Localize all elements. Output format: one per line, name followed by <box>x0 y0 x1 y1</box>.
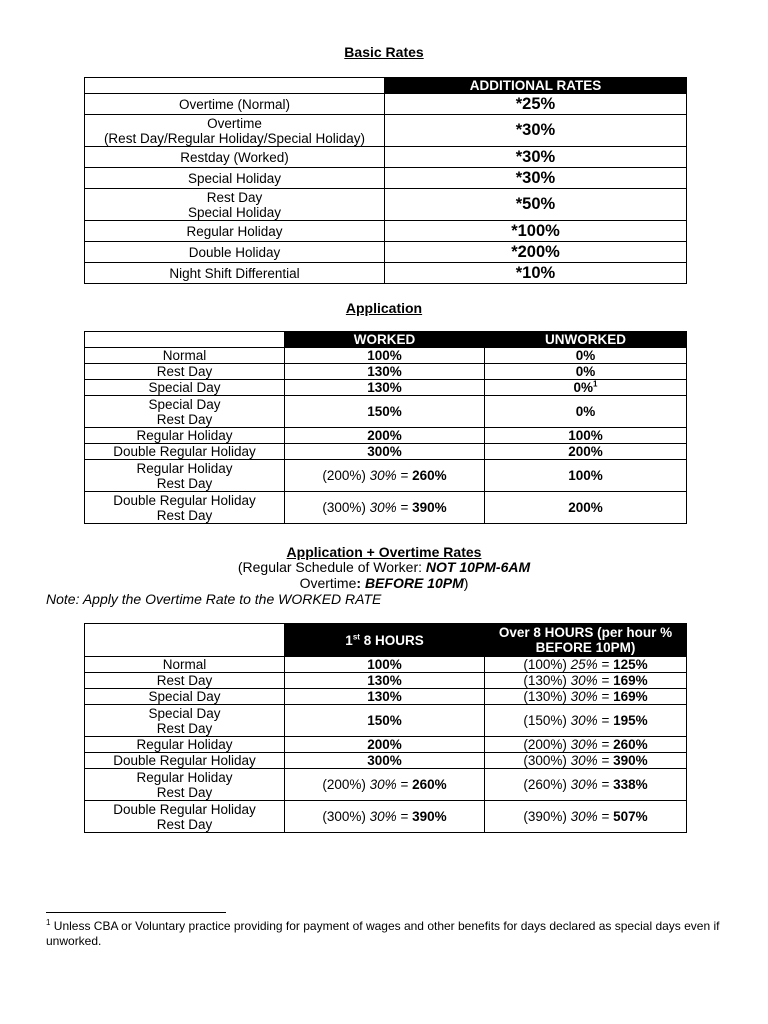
first-8-cell-result: 260% <box>412 777 447 792</box>
unworked-value: 100% <box>568 468 603 483</box>
basic-rates-blank-header <box>85 78 385 94</box>
overtime-row <box>85 801 687 833</box>
application-row <box>85 492 687 524</box>
worked-cell-result: 300% <box>367 444 402 459</box>
row-label <box>85 189 385 221</box>
over-8-cell: (100%) 25% = 125% <box>485 657 687 673</box>
over-8-cell-base: (150%) <box>523 713 571 728</box>
row-label <box>85 705 285 737</box>
row-label <box>85 737 285 753</box>
basic-rates-table <box>84 77 687 284</box>
over-8-cell-base: (130%) <box>523 673 571 688</box>
unworked-value: 0% <box>575 348 596 363</box>
unworked-cell <box>485 364 687 380</box>
row-label <box>85 242 385 263</box>
over-8-cell-rate: 30% <box>570 713 598 728</box>
unworked-value: 200% <box>568 500 603 515</box>
row-label <box>85 673 285 689</box>
row-label-line: Rest Day <box>156 720 213 736</box>
over-8-cell-base: (260%) <box>523 777 571 792</box>
first-8-hours-header <box>285 624 485 657</box>
row-label-line: Special Day <box>148 705 221 721</box>
over-8-cell-rate: 30% <box>570 809 598 824</box>
worked-cell <box>285 380 485 396</box>
over-8-cell-result: 338% <box>613 777 648 792</box>
row-label-line: Double Regular Holiday <box>113 444 256 459</box>
row-label-line: Regular Holiday <box>186 223 283 239</box>
first-8-cell <box>285 689 485 705</box>
worked-cell-result: 390% <box>412 500 447 515</box>
row-label-line: Restday (Worked) <box>180 149 289 165</box>
worked-cell: (300%) 30% = 390% <box>285 492 485 524</box>
additional-rate-value: *30% <box>385 147 687 168</box>
overtime-blank-header <box>85 624 285 657</box>
worked-cell-base: (300%) <box>322 500 370 515</box>
first-8-cell-rate: 30% <box>369 777 397 792</box>
basic-rate-row <box>85 115 687 147</box>
over-8-hours-line: BEFORE 10PM) <box>535 640 636 655</box>
row-label <box>85 396 285 428</box>
unworked-cell <box>485 428 687 444</box>
row-label <box>85 115 385 147</box>
row-label <box>85 348 285 364</box>
worked-cell <box>285 428 485 444</box>
application-table <box>84 331 687 524</box>
overtime-row <box>85 689 687 705</box>
first-8-cell-result: 100% <box>367 657 402 672</box>
overtime-row <box>85 673 687 689</box>
unworked-cell <box>485 492 687 524</box>
first-8-cell <box>285 705 485 737</box>
additional-rate-value: *100% <box>385 221 687 242</box>
row-label-line: Regular Holiday <box>136 769 233 785</box>
worked-header: WORKED <box>285 332 485 348</box>
over-8-cell: (130%) 30% = 169% <box>485 673 687 689</box>
over-8-hours-header <box>485 624 687 657</box>
overtime-note: Note: Apply the Overtime Rate to the WORKED RATE <box>46 591 382 607</box>
additional-rate-value: *30% <box>385 115 687 147</box>
row-label-line: Special Day <box>148 380 221 395</box>
row-label-line: (Rest Day/Regular Holiday/Special Holiday) <box>103 130 366 146</box>
row-label <box>85 460 285 492</box>
over-8-cell-rate: 30% <box>570 737 598 752</box>
over-8-hours-line: Over 8 HOURS (per hour % <box>498 625 673 640</box>
over-8-cell-result: 507% <box>613 809 648 824</box>
first-8-cell-result: 150% <box>367 713 402 728</box>
application-blank-header <box>85 332 285 348</box>
first-8-cell-result: 200% <box>367 737 402 752</box>
first-8-cell: (300%) 30% = 390% <box>285 801 485 833</box>
overtime-close-paren: ) <box>463 575 469 591</box>
over-8-cell-rate: 30% <box>570 753 598 768</box>
over-8-cell-base: (130%) <box>523 689 571 704</box>
row-label-line: Regular Holiday <box>136 428 233 443</box>
worked-cell-rate: 30% <box>369 500 397 515</box>
first-8-cell-result: 130% <box>367 673 402 688</box>
over-8-cell-rate: 25% <box>570 657 598 672</box>
worked-cell-result: 200% <box>367 428 402 443</box>
schedule-line <box>0 559 768 575</box>
footnote-text: Unless CBA or Voluntary practice providing for payment of wages and other benefits for days declared as special days even if unworked. <box>46 919 720 948</box>
additional-rate-value: *200% <box>385 242 687 263</box>
unworked-value: 0% <box>575 404 596 419</box>
application-row <box>85 348 687 364</box>
over-8-cell-base: (100%) <box>523 657 571 672</box>
overtime-row <box>85 705 687 737</box>
overtime-table <box>84 623 687 833</box>
overtime-row <box>85 769 687 801</box>
over-8-cell-result: 125% <box>613 657 648 672</box>
row-label <box>85 689 285 705</box>
row-label-line: Special Holiday <box>187 170 282 186</box>
row-label <box>85 444 285 460</box>
row-label-line: Special Holiday <box>187 204 282 220</box>
row-label-line: Night Shift Differential <box>169 265 300 281</box>
overtime-prefix: Overtime <box>299 575 357 591</box>
additional-rate-value: *25% <box>385 94 687 115</box>
additional-rate-value: *10% <box>385 263 687 284</box>
worked-cell <box>285 348 485 364</box>
worked-cell-result: 150% <box>367 404 402 419</box>
worked-cell <box>285 364 485 380</box>
first-8-hours-text: 8 HOURS <box>359 632 424 648</box>
row-label <box>85 364 285 380</box>
basic-rate-row <box>85 168 687 189</box>
footnote <box>46 919 726 949</box>
row-label-line: Rest Day <box>156 364 213 379</box>
over-8-cell-rate: 30% <box>570 673 598 688</box>
worked-cell <box>285 444 485 460</box>
row-label <box>85 168 385 189</box>
row-label-line: Rest Day <box>156 816 213 832</box>
first-8-hours-sup: st <box>352 632 360 641</box>
over-8-cell: (150%) 30% = 195% <box>485 705 687 737</box>
application-row <box>85 364 687 380</box>
overtime-title: Application + Overtime Rates <box>286 544 482 560</box>
over-8-cell: (300%) 30% = 390% <box>485 753 687 769</box>
additional-rates-header: ADDITIONAL RATES <box>385 78 687 94</box>
overtime-row <box>85 657 687 673</box>
row-label-line: Double Regular Holiday <box>113 801 256 817</box>
row-label <box>85 221 385 242</box>
over-8-cell: (200%) 30% = 260% <box>485 737 687 753</box>
worked-cell-result: 260% <box>412 468 447 483</box>
first-8-cell-result: 130% <box>367 689 402 704</box>
unworked-cell <box>485 460 687 492</box>
row-label-line: Normal <box>162 657 207 672</box>
over-8-cell-result: 195% <box>613 713 648 728</box>
row-label-line: Overtime <box>207 115 262 131</box>
over-8-cell-result: 169% <box>613 689 648 704</box>
first-8-cell <box>285 657 485 673</box>
row-label <box>85 657 285 673</box>
first-8-cell-result: 390% <box>412 809 447 824</box>
overtime-row <box>85 737 687 753</box>
footnote-divider <box>46 912 226 913</box>
basic-rate-row <box>85 242 687 263</box>
footnote-marker: 1 <box>46 918 51 927</box>
worked-cell <box>285 396 485 428</box>
worked-cell: (200%) 30% = 260% <box>285 460 485 492</box>
basic-rate-row <box>85 94 687 115</box>
row-label-line: Rest Day <box>206 189 263 205</box>
worked-cell-result: 100% <box>367 348 402 363</box>
unworked-header: UNWORKED <box>485 332 687 348</box>
first-8-cell-result: 300% <box>367 753 402 768</box>
basic-rate-row <box>85 263 687 284</box>
over-8-cell-rate: 30% <box>570 777 598 792</box>
row-label <box>85 263 385 284</box>
additional-rate-value: *30% <box>385 168 687 189</box>
additional-rate-value: *50% <box>385 189 687 221</box>
worked-cell-base: (200%) <box>322 468 370 483</box>
basic-rates-title: Basic Rates <box>344 44 424 60</box>
basic-rate-row <box>85 221 687 242</box>
over-8-cell-result: 260% <box>613 737 648 752</box>
schedule-prefix: (Regular Schedule of Worker: <box>237 559 426 575</box>
row-label-line: Rest Day <box>156 507 213 523</box>
schedule-value: NOT 10PM-6AM <box>425 559 531 575</box>
application-row <box>85 444 687 460</box>
over-8-cell-rate: 30% <box>570 689 598 704</box>
row-label-line: Double Regular Holiday <box>113 492 256 508</box>
over-8-cell-result: 390% <box>613 753 648 768</box>
row-label <box>85 801 285 833</box>
row-label <box>85 147 385 168</box>
row-label <box>85 753 285 769</box>
row-label-line: Rest Day <box>156 411 213 427</box>
overtime-value: BEFORE 10PM <box>364 575 464 591</box>
unworked-cell <box>485 380 687 396</box>
application-row <box>85 396 687 428</box>
overtime-row <box>85 753 687 769</box>
unworked-cell <box>485 396 687 428</box>
row-label-line: Rest Day <box>156 673 213 688</box>
over-8-cell-base: (390%) <box>523 809 571 824</box>
application-row <box>85 380 687 396</box>
row-label-line: Special Day <box>148 396 221 412</box>
first-8-cell-base: (200%) <box>322 777 370 792</box>
row-label-line: Normal <box>162 348 207 363</box>
row-label-line: Regular Holiday <box>136 737 233 752</box>
worked-cell-result: 130% <box>367 380 402 395</box>
unworked-value: 200% <box>568 444 603 459</box>
overtime-colon: : <box>356 575 365 591</box>
first-8-hours-num: 1 <box>345 632 353 648</box>
first-8-cell-base: (300%) <box>322 809 370 824</box>
unworked-value: 100% <box>568 428 603 443</box>
first-8-cell: (200%) 30% = 260% <box>285 769 485 801</box>
row-label-line: Rest Day <box>156 475 213 491</box>
row-label-line: Special Day <box>148 689 221 704</box>
basic-rate-row <box>85 189 687 221</box>
row-label-line: Double Holiday <box>188 244 281 260</box>
row-label <box>85 492 285 524</box>
over-8-cell: (130%) 30% = 169% <box>485 689 687 705</box>
first-8-cell <box>285 753 485 769</box>
first-8-cell <box>285 673 485 689</box>
over-8-cell: (260%) 30% = 338% <box>485 769 687 801</box>
row-label <box>85 94 385 115</box>
first-8-cell <box>285 737 485 753</box>
row-label <box>85 428 285 444</box>
first-8-cell-rate: 30% <box>369 809 397 824</box>
unworked-cell <box>485 444 687 460</box>
row-label-line: Regular Holiday <box>136 460 233 476</box>
over-8-cell-result: 169% <box>613 673 648 688</box>
footnote-ref: 1 <box>593 379 598 389</box>
worked-cell-result: 130% <box>367 364 402 379</box>
unworked-cell <box>485 348 687 364</box>
application-title: Application <box>345 300 423 316</box>
row-label <box>85 769 285 801</box>
row-label-line: Overtime (Normal) <box>178 96 290 112</box>
row-label-line: Double Regular Holiday <box>113 753 256 768</box>
application-row <box>85 460 687 492</box>
unworked-value: 0% <box>575 364 596 379</box>
row-label-line: Rest Day <box>156 784 213 800</box>
unworked-value: 0% <box>573 380 594 395</box>
over-8-cell-base: (200%) <box>523 737 571 752</box>
worked-cell-rate: 30% <box>369 468 397 483</box>
over-8-cell: (390%) 30% = 507% <box>485 801 687 833</box>
over-8-cell-base: (300%) <box>523 753 571 768</box>
overtime-line <box>0 575 768 591</box>
row-label <box>85 380 285 396</box>
application-row <box>85 428 687 444</box>
basic-rate-row <box>85 147 687 168</box>
